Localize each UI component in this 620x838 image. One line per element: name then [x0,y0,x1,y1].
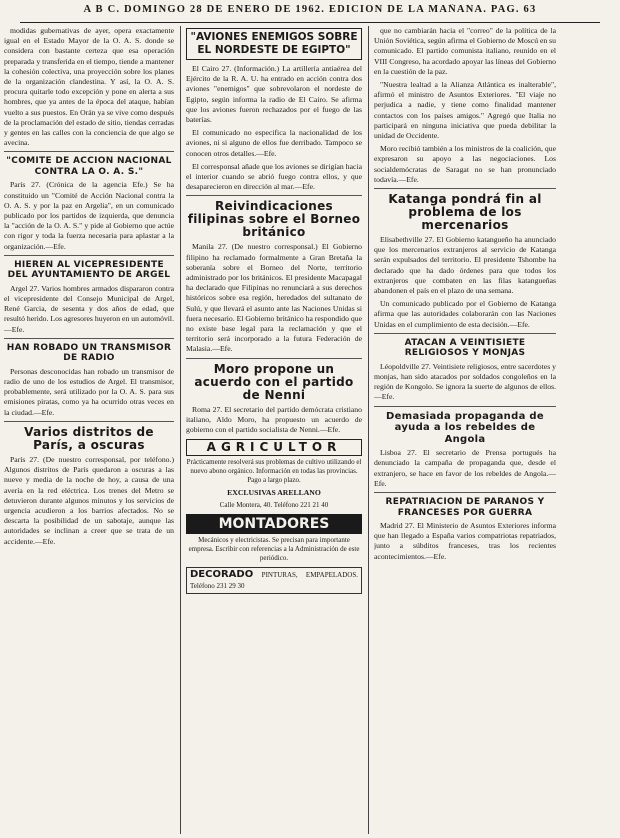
divider [4,421,174,422]
ad-decorado [186,567,362,593]
divider [4,151,174,152]
article-vicepresidente: Argel 27. Varios hombres armados dispararon contra el vicepresidente del Consejo Municipal de Argel, René Garcia, de sesenta y dos años de edad, que resultó herido. Los agresores huyeron en un automóvil.—Efe. [4,283,174,334]
masthead: A B C. DOMINGO 28 DE ENERO DE 1962. EDICION DE LA MAÑANA. PAG. 63 [20,4,600,23]
column-rule-2 [368,26,369,834]
ad-agricultor-title: AGRICULTOR [186,439,362,456]
divider [374,188,556,189]
headline-repatriacion: REPATRIACION DE PARANOS Y FRANCESES POR GUERRA [385,497,545,518]
divider [186,195,362,196]
ad-agricultor-brand: EXCLUSIVAS ARELLANO [227,488,321,498]
divider [374,406,556,407]
headline-comite: "COMITE DE ACCION NACIONAL CONTRA LA O. A. S." [6,156,172,177]
headline-religiosos: ATACAN A VEINTISIETE RELIGIOSOS Y MONJAS [404,337,526,359]
ad-agricultor-text: Prácticamente resolverá sus problemas de cultivo utilizando el nuevo abono orgánico. Información en todas las provincias. Pago a largo plazo. [186,458,362,485]
ad-decorado-label: DECORADO [190,569,254,581]
headline-aviones: "AVIONES ENEMIGOS SOBRE EL NORDESTE DE EGIPTO" [186,28,362,60]
article-filipinas: Manila 27. (De nuestro corresponsal.) El Gobierno filipino ha reclamado formalmente a Gran Bretaña la soberanía sobre el Borneo del Norte, territorio administrado por los británicos. El presidente Macapagal ha declarado que Filipinas no renunciará a sus derechos históricos sobre esa región, heredados del sultanato de Sulú, y que llevará el asunto ante las Naciones Unidas si fuera necesario. El Gobierno británico ha respondido que no existe base legal para la reclamación y que el territorio será incorporado a la futura Federación de Malasia.—Efe. [186,242,362,354]
column-2 [186,26,362,834]
divider [374,333,556,334]
ad-decorado-text: PINTURAS, EMPAPELADOS. Teléfono 231 29 30 [190,571,358,590]
article-moro: Roma 27. El secretario del partido demócrata cristiano italiano, Aldo Moro, ha propuesto un acuerdo de gobierno con el partido socialista de Nenni.—Efe. [186,404,362,435]
headline-transmisor: HAN ROBADO UN TRANSMISOR DE RADIO [6,342,172,364]
article-repatriacion: Madrid 27. El Ministerio de Asuntos Exteriores informa que han llegado a España varios compatriotas repatriados, junto a súbditos franceses, tras los recientes acontecimientos.—Efe. [374,521,556,561]
divider [374,492,556,493]
column-1 [4,26,174,834]
article-paris: París 27. (De nuestro corresponsal, por teléfono.) Algunos distritos de París quedaron a oscuras a las nueve y media de la noche de hoy, a causa de una avería en la red eléctrica. Los trenes del Metro se detuvieron durante algunos minutos y los servicios de urgencia acudieron a los barrios afectados. No se descarta la posibilidad de un sabotaje, aunque las autoridades se inclinan a creer que se trata de un accidente.—Efe. [4,454,174,546]
article-aviones: El Cairo 27. (Información.) La artillería antiaérea del Ejército de la R. A. U. ha entrado en acción contra dos aviones "enemigos" que sobrevolaron el nordeste de Egipto, según informa la radio de El Cairo. Se afirma que los aviones fueron rechazados por el fuego de las baterías. [186,64,362,125]
article-italia-3: Moro recibió también a los ministros de la coalición, que expresaron su apoyo a las negociaciones. Los socialdemócratas de Saragat no se han pronunciado todavía.—Efe. [374,144,556,184]
article-italia: que no cambiarán hacia el "correo" de la política de la Unión Soviética, según afirma el Gobierno de Moscú en su comunicado. El partido comunista italiano, reunido en el VIII Congreso, ha acordado apoyar las líneas del Gobierno en la cuestión de la paz. [374,26,556,76]
article-katanga-2: Un comunicado publicado por el Gobierno de Katanga afirma que las autoridades colaborarán con las Naciones Unidas en el cumplimiento de esta decisión.—Efe. [374,299,556,329]
divider [4,255,174,256]
article-angola: Lisboa 27. El secretario de Prensa portugués ha denunciado la campaña de propaganda que, desde el extranjero, se hace en favor de los rebeldes de Angola.—Efe. [374,448,556,488]
article-intro: modidas gubernativas de ayer, opera exactamente igual en el Estado Mayor de la O. A. S. donde se considera con bastante certeza que esa operación preparada y transferida en el tiempo, tiende a mantener la cohesión colectiva, una proyección sobre los planes de la organización clandestina. Y así, la O. A. S. procura quitarle todo excepción y pone en alerta a sus hombres, que ya antes de la época del ataque, habían vuelto a sus puestos. En Orán ya se vive como después de la proclamación del estado de sitio, tiendas cerradas y gentes en las calles con la conciencia de que algo se avecina. [4,26,174,148]
article-aviones-3: El corresponsal añade que los aviones se dirigían hacia el interior cuando se abrió fuego contra ellos, y que desaparecieron en dirección al mar.—Efe. [186,161,362,192]
article-katanga: Elisabethville 27. El Gobierno katangueño ha anunciado que los mercenarios extranjeros al servicio de Katanga serán expulsados del territorio. El presidente Tshombe ha declarado que ha dado órdenes para que todos los extranjeros que combaten en las filas katangueñas abandonen el país en el plazo de una semana. [374,235,556,296]
ad-montadores-text: Mecánicos y electricistas. Se precisan para importante empresa. Escribir con referencias a la Administración de este periódico. [188,536,360,563]
column-3 [374,26,556,834]
headline-paris: Varios distritos de París, a oscuras [24,424,154,452]
article-religiosos: Léopoldville 27. Veintisiete religiosos, entre sacerdotes y monjas, han sido atacados por soldados congoleños en la región de Kongolo. Se ignora la suerte de algunos de ellos.—Efe. [374,361,556,402]
ad-montadores-title: MONTADORES [186,514,362,534]
ad-agricultor-address: Calle Montera, 40. Teléfono 221 21 40 [219,501,329,510]
article-comite: París 27. (Crónica de la agencia Efe.) Se ha constituido un "Comité de Acción Nacional contra la O. A. S. y por la paz en Argelia", en un comunicado publicado por los partidos de izquierda, que denuncia la "acción de la O. A. S." y pide al Gobierno que actúe con rigor y toda la fuerza necesaria para aplastar a la organización.—Efe. [4,180,174,251]
divider [186,358,362,359]
article-italia-2: "Nuestra lealtad a la Alianza Atlántica es inalterable", afirmó el ministro de Asuntos Exteriores. "El viaje no perjudica a nadie, y tiene como finalidad mantener contactos con los países amigos." Agregó que Italia no participará en ninguna iniciativa que pueda debilitar la unidad de Occidente. [374,80,556,141]
article-transmisor: Personas desconocidas han robado un transmisor de radio de uno de los estudios de Argel. El transmisor, probablemente, será utilizado por la O. A. S. para sus emisiones piratas, como ya ha ocurrido otras veces en la ciudad.—Efe. [4,366,174,417]
divider [4,338,174,339]
headline-filipinas: Reivindicaciones filipinas sobre el Borneo británico [187,199,361,240]
headline-vicepresidente: HIEREN AL VICEPRESIDENTE DEL AYUNTAMIENTO DE ARGEL [7,259,171,281]
headline-angola: Demasiada propaganda de ayuda a los rebeldes de Angola [386,410,544,445]
column-rule-1 [180,26,181,834]
headline-katanga: Katanga pondrá fin al problema de los mercenarios [388,192,542,233]
headline-moro: Moro propone un acuerdo con el partido de Nenni [194,361,354,402]
article-aviones-2: El comunicado no especifica la nacionalidad de los aviones, ni si alguno de ellos fue derribado. Tampoco se conocen otros detalles.—Efe. [186,128,362,158]
